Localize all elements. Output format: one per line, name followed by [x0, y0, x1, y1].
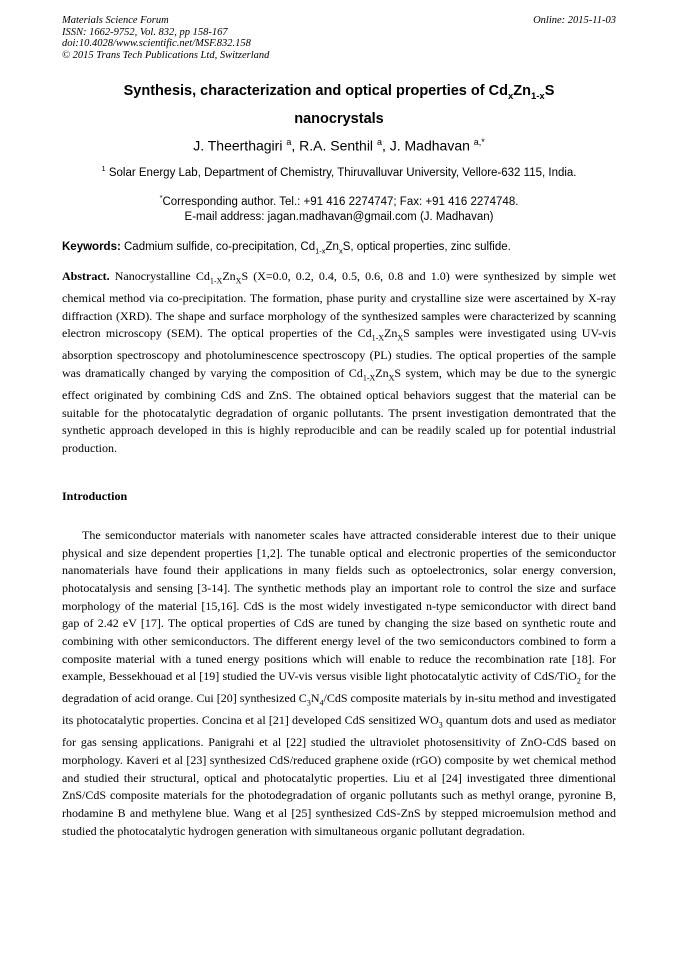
title-subscript: x	[507, 90, 514, 102]
title-text: Zn	[513, 83, 531, 99]
abstract-text: Zn	[384, 326, 398, 341]
author-name: , R.A. Senthil	[291, 137, 377, 154]
title-subscript: 1-x	[530, 90, 545, 102]
author-name: , J. Madhavan	[381, 137, 474, 154]
keywords-text: Zn	[325, 241, 339, 253]
correspondence-mark: *	[159, 193, 163, 202]
journal-doi: doi:10.4028/www.scientific.net/MSF.832.158	[62, 38, 251, 49]
keywords-text: S, optical properties, zinc sulfide.	[342, 241, 511, 253]
title-line-1	[62, 80, 616, 108]
journal-copyright: © 2015 Trans Tech Publications Ltd, Switzerland	[62, 49, 270, 61]
correspondence-text: Corresponding author. Tel.: +91 416 2274747; Fax: +91 416 2274748.	[162, 195, 519, 208]
journal-name: Materials Science Forum	[62, 15, 169, 26]
body-text: N	[310, 691, 320, 706]
correspondence	[62, 190, 616, 225]
section-heading-introduction: Introduction	[62, 489, 128, 503]
abstract-subscript: 1-X	[371, 333, 385, 343]
keywords-subscript: 1-x	[315, 246, 326, 256]
body-subscript: 4	[319, 698, 324, 708]
abstract-subscript: 1-X	[362, 373, 376, 383]
author-affiliation-mark: a	[376, 137, 382, 147]
author-name: J. Theerthagiri	[193, 137, 287, 154]
keywords	[62, 240, 616, 258]
title-text: S	[544, 83, 555, 99]
body-text: /CdS composite materials by in-situ method and investigated its photocatalytic properties. Concina et al [21] developed CdS sensitized WO	[62, 691, 616, 728]
title-text: Synthesis, characterization and optical properties of Cd	[123, 83, 508, 99]
abstract-text: Zn	[222, 269, 236, 283]
correspondence-email: E-mail address: jagan.madhavan@gmail.com (J. Madhavan)	[184, 210, 494, 223]
body-subscript: 3	[438, 720, 443, 730]
abstract-text: S system, which may be due to the synergic effect originated by combining CdS and ZnS. The obtained optical behaviors suggest that the material can be suitable for the photocatalytic degradation of organic pollutants. The prsent investigation demontrated that the synthetic approach developed in this is highly reproducible and can be readily scaled up for potential industrial production.	[62, 366, 617, 456]
abstract-text: S (X=0.0, 0.2, 0.4, 0.5, 0.6, 0.8 and 1.0) were synthesized by simple wet chemical method via co-precipitation. The formation, phase purity and crystalline size were ascertained by X-ray diffraction (XRD). The shape and surface morphology of the synthesized samples were characterized by scanning electron microscopy (SEM). The optical properties of the Cd	[62, 269, 616, 341]
affiliation	[62, 161, 616, 181]
affiliation-text: Solar Energy Lab, Department of Chemistry, Thiruvalluvar University, Vellore-632 115, India.	[105, 166, 577, 179]
affiliation-mark: 1	[101, 164, 106, 173]
keywords-label: Keywords:	[62, 241, 121, 253]
author-affiliation-mark: a	[286, 137, 292, 147]
body-text: quantum dots and used as mediator for gas sensing applications. Panigrahi et al [22] studied the ultraviolet photosensitivity of ZnO-CdS based on morphology. Kaveri et al [23] synthesized CdS/reduced graphene oxide (rGO) composite by wet chemical method and studied their structural, optical and photocatalytic properties. Liu et al [24] investigated three dimentional ZnS/CdS composite materials for the photodegradation of organic pollutants such as methyl orange, pyronine B, rhodamine B and methylene blue. Wang et al [25] synthesized CdS-ZnS by stepped microemulsion method and studied the photocatalytic hydrogen generation with simultaneous organic pollutant degradation.	[62, 713, 617, 838]
body-subscript: 3	[306, 698, 311, 708]
keywords-text: Cadmium sulfide, co-precipitation, Cd	[120, 241, 316, 253]
title-line-2: nanocrystals	[294, 110, 384, 127]
paper-title	[62, 80, 616, 130]
body-text: for the degradation of acid orange. Cui [20] synthesized C	[62, 669, 616, 706]
body-text: The semiconductor materials with nanometer scales have attracted considerable interest due to their unique physical and size dependent properties [1,2]. The tunable optical and electronic properties of the semiconductor nanomaterials have found their applications in many fields such as optoelectronics, solar energy conversion, photocatalysis and sensing [3-14]. The synthetic methods play an important role to control the size and surface morphology of the material [15,16]. CdS is the most widely investigated n-type semiconductor with direct band gap of 2.42 eV [17]. The optical properties of CdS are tuned by changing the size based on synthetic route and combining with other semiconductors. The different energy level of the two semiconductors combined to form a composite material with a tuned energy positions which will enable to reduce the recombination rate [18]. For example, Bessekhouad et al [19] studied the UV-vis versus visible light photocatalytic activity of CdS/TiO	[62, 528, 616, 684]
journal-header	[62, 15, 616, 61]
abstract-label: Abstract.	[62, 269, 110, 283]
body-subscript: 2	[576, 676, 581, 686]
abstract-text: Zn	[375, 366, 389, 381]
abstract-subscript: X	[397, 333, 404, 343]
introduction-paragraph	[62, 527, 616, 840]
author-affiliation-mark: a,*	[473, 137, 485, 147]
abstract-text: S samples were investigated using UV-vis absorption spectroscopy and photoluminescence spectroscopy (PL) studies. The optical properties of the sample was dramatically changed by varying the composition of Cd	[62, 326, 617, 381]
journal-issn: ISSN: 1662-9752, Vol. 832, pp 158-167	[62, 26, 228, 38]
abstract-subscript: X	[235, 276, 242, 286]
keywords-subscript: x	[338, 246, 343, 256]
abstract-subscript: X	[388, 373, 395, 383]
abstract	[62, 268, 616, 458]
abstract-text: Nanocrystalline Cd	[109, 269, 210, 283]
online-date: Online: 2015-11-03	[533, 15, 616, 26]
correspondence-line-1	[62, 190, 616, 210]
author-list	[62, 133, 616, 155]
abstract-subscript: 1-X	[209, 276, 223, 286]
